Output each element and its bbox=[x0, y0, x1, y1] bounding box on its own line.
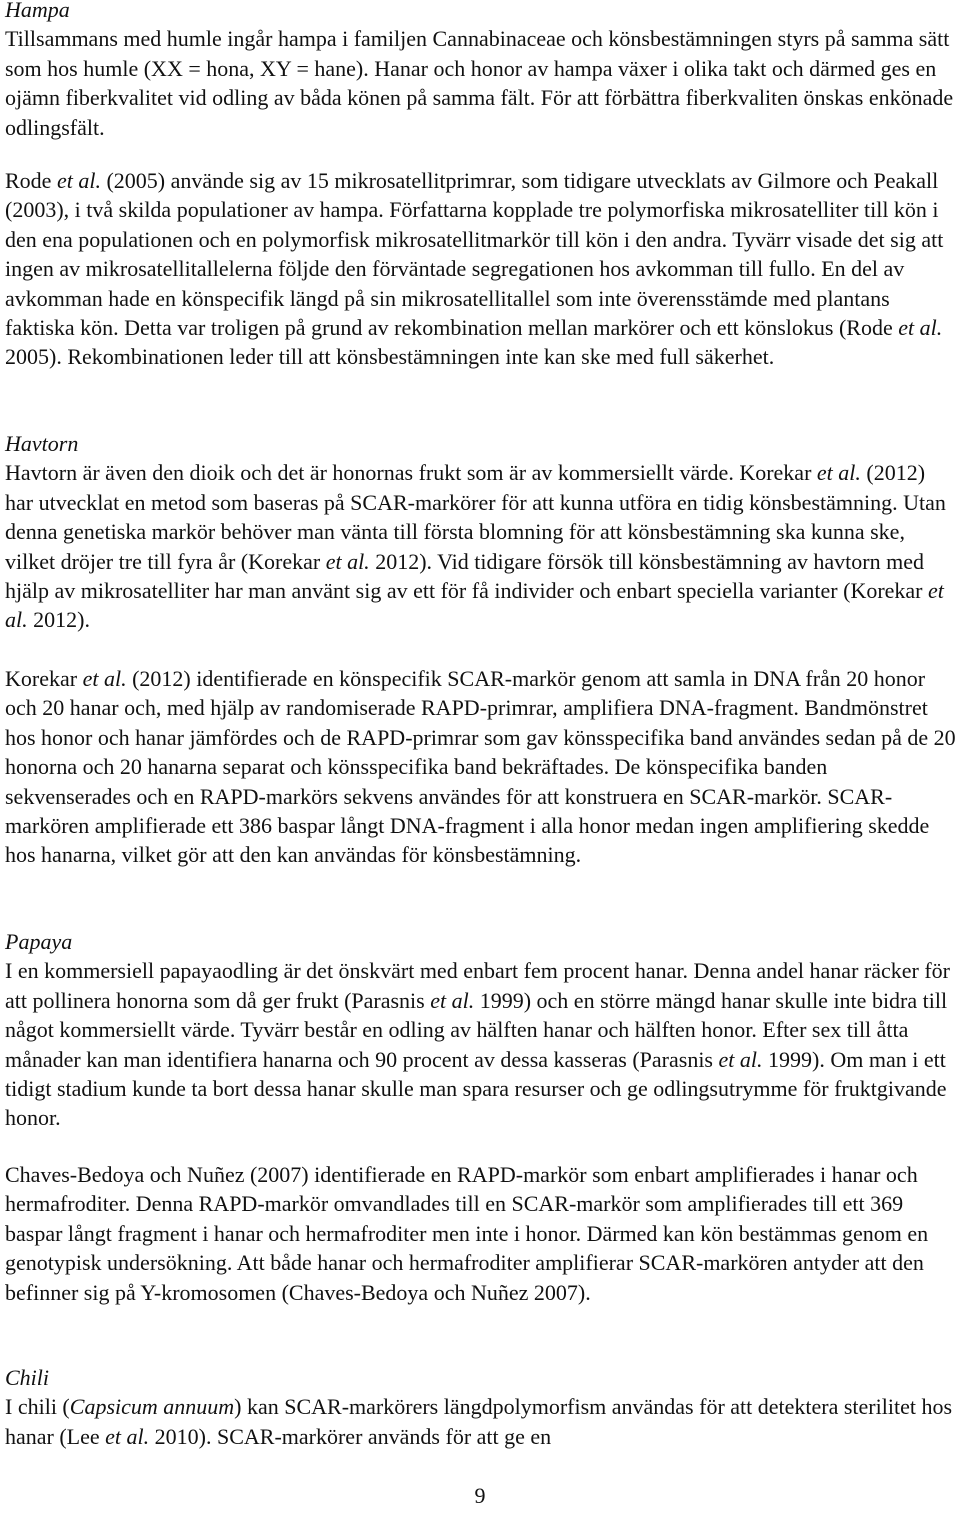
citation-etal: et al. bbox=[718, 1046, 763, 1072]
paragraph-papaya bbox=[5, 956, 957, 1132]
citation-etal: et al. bbox=[5, 578, 944, 633]
text-span: (2012) har utvecklat en metod som baseras på SCAR-markörer för att kunna utföra en tidig könsbestämning. Utan denna genetiska markör behöver man vänta till första blomning för att könsbestämning ska kunna ske, vilket dröjer tre till fyra år (Korekar bbox=[5, 460, 946, 574]
text-span: (2012) identifierade en könspecifik SCAR-markör genom att samla in DNA från 20 honor och 20 hanar och, med hjälp av randomiserade RAPD-primrar, amplifiera DNA-fragment. Bandmönstret hos honor och hanar jämfördes och de RAPD-primrar som gav könsspecifika band användes sedan på de 20 honorna och 20 hanarna separat och könsspecifika band bekräftades. De könspecifika banden sekvenserades och en RAPD-markörs sekvens användes för att konstruera en SCAR-markör. SCAR-markören amplifierade ett 386 baspar långt DNA-fragment i alla honor medan ingen amplifiering skedde hos hanarna, vilket gör att den kan användas för könsbestämning. bbox=[5, 666, 956, 868]
citation-etal: et al. bbox=[816, 460, 861, 486]
section-rode bbox=[5, 166, 957, 372]
text-span: Havtorn är även den dioik och det är honornas frukt som är av kommersiellt värde. Korekar bbox=[5, 460, 817, 486]
section-papaya bbox=[5, 927, 957, 1133]
text-span: 2005). Rekombinationen leder till att könsbestämningen inte kan ske med full säkerhet. bbox=[5, 344, 775, 370]
paragraph-rode bbox=[5, 166, 957, 372]
citation-etal: et al. bbox=[430, 987, 475, 1013]
text-span: 2010). SCAR-markörer används för att ge en bbox=[149, 1423, 552, 1449]
heading-chili: Chili bbox=[5, 1365, 50, 1390]
text-span: I en kommersiell papayaodling är det önskvärt med enbart fem procent hanar. Denna andel hanar räcker för att pollinera honorna som då ger frukt (Parasnis bbox=[5, 958, 950, 1013]
paragraph-chaves: Chaves-Bedoya och Nuñez (2007) identifierade en RAPD-markör som enbart amplifierades i hanar och hermafroditer. Denna RAPD-markör omvandlades till en SCAR-markör som amplifierades till ett 369 baspar långt fragment i hanar och hermafroditer men inte i honor. Därmed kan kön bestämmas genom en genotypisk undersökning. Att både hanar och hermafroditer amplifierar SCAR-markören antyder att den befinner sig på Y-kromosomen (Chaves-Bedoya och Nuñez 2007). bbox=[5, 1162, 929, 1305]
species-name: Capsicum annuum bbox=[69, 1394, 235, 1420]
text-span: 2012). bbox=[27, 607, 90, 633]
citation-etal: et al. bbox=[898, 315, 943, 341]
paragraph-chili bbox=[5, 1392, 957, 1451]
text-span: ) kan SCAR-markörers längdpolymorfism användas för att detektera sterilitet hos hanar (Lee bbox=[5, 1394, 953, 1449]
citation-etal: et al. bbox=[56, 168, 101, 193]
paragraph-hampa-intro: Tillsammans med humle ingår hampa i familjen Cannabinaceae och könsbestämningen styrs på samma sätt som hos humle (XX = hona, XY = hane). Hanar och honor av hampa växer i olika takt och därmed ges en ojämn fiberkvalitet vid odling av båda könen på samma fält. För att förbättra fiberkvaliten önskas enkönade odlingsfält. bbox=[5, 26, 954, 140]
paragraph-havtorn bbox=[5, 458, 957, 634]
page-number: 9 bbox=[474, 1483, 486, 1508]
section-korekar bbox=[5, 664, 957, 870]
text-span: Korekar bbox=[5, 666, 83, 691]
section-hampa bbox=[5, 0, 957, 142]
text-span: (2005) använde sig av 15 mikrosatellitprimrar, som tidigare utvecklats av Gilmore och Peakall (2003), i två skilda populationer av hampa. Författarna kopplade tre polymorfiska mikrosatelliter till kön i den ena populationen och en polymorfisk mikrosatellitmarkör till kön i den andra. Tyvärr visade det sig att ingen av mikrosatellitallelerna följde den förväntade segregationen hos avkomman till fullo. En del av avkomman hade en könspecifik längd på sin mikrosatellitallel som inte överensstämde med plantans faktiska kön. Detta var troligen på grund av rekombination mellan markörer och ett könslokus (Rode bbox=[5, 168, 944, 341]
paragraph-korekar bbox=[5, 664, 957, 870]
heading-havtorn: Havtorn bbox=[5, 431, 79, 456]
text-span: Rode bbox=[5, 168, 57, 193]
citation-etal: et al. bbox=[105, 1423, 150, 1449]
heading-papaya: Papaya bbox=[5, 929, 73, 954]
text-span: I chili ( bbox=[5, 1394, 70, 1420]
section-chili bbox=[5, 1363, 957, 1451]
text-span: 1999) och en större mängd hanar skulle inte bidra till något kommersiellt värde. Tyvärr består en odling av hälften hanar och hälften honor. Efter sex till åtta månader kan man identifiera hanarna och 90 procent av dessa kasseras (Parasnis bbox=[5, 987, 948, 1072]
citation-etal: et al. bbox=[325, 548, 370, 574]
heading-hampa: Hampa bbox=[5, 0, 70, 22]
text-span: 2012). Vid tidigare försök till könsbestämning av havtorn med hjälp av mikrosatelliter har man använt sig av ett för få individer och enbart speciella varianter (Korekar bbox=[5, 548, 929, 604]
citation-etal: et al. bbox=[82, 666, 127, 691]
section-havtorn bbox=[5, 429, 957, 635]
text-span: 1999). Om man i ett tidigt stadium kunde ta bort dessa hanar skulle man spara resurser och ge odlingsutrymme för fruktgivande honor. bbox=[5, 1046, 947, 1131]
section-chaves bbox=[5, 1160, 957, 1307]
